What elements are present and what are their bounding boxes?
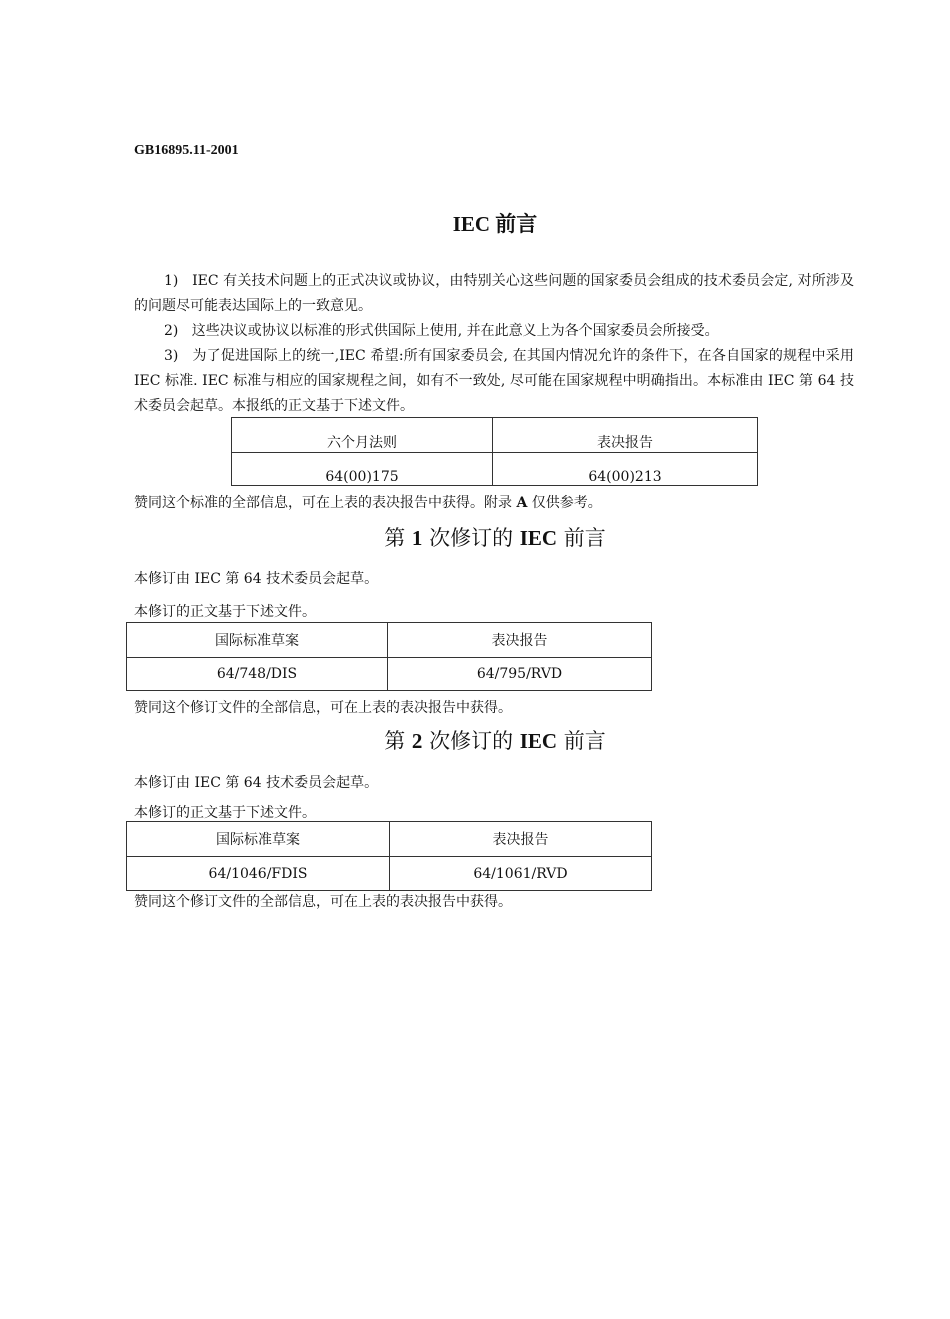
title-iec: IEC bbox=[519, 729, 558, 753]
table-header-row bbox=[127, 623, 652, 658]
foreword-item-3 bbox=[134, 344, 854, 419]
table-header-row bbox=[127, 822, 652, 857]
title-part: 前言 bbox=[557, 526, 606, 550]
item-number: 2) bbox=[164, 323, 179, 339]
note-text-end: 仅供参考。 bbox=[527, 495, 602, 511]
table-row bbox=[232, 453, 758, 486]
item-text: IEC 有关技术问题上的正式决议或协议，由特别关心这些问题的国家委员会组成的技术委员会定, 对所涉及的问题尽可能表达国际上的一致意见。 bbox=[134, 273, 855, 314]
amendment1-drafted: 本修订由 IEC 第 64 技术委员会起草。 bbox=[134, 571, 379, 587]
table-header-cell: 国际标准草案 bbox=[127, 822, 390, 857]
title-part: 次修订的 bbox=[422, 729, 520, 753]
amendment2-title bbox=[0, 725, 950, 755]
amendment-number: 1 bbox=[411, 526, 423, 550]
amendment2-document-table bbox=[126, 821, 652, 891]
document-code: GB16895.11-2001 bbox=[134, 143, 239, 158]
table-header-cell: 表决报告 bbox=[390, 822, 652, 857]
item-text: 这些决议或协议以标准的形式供国际上使用, 并在此意义上为各个国家委员会所接受。 bbox=[191, 323, 719, 339]
amendment1-title bbox=[0, 522, 950, 552]
amendment2-based: 本修订的正文基于下述文件。 bbox=[134, 805, 316, 821]
item-number: 3) bbox=[164, 348, 179, 364]
foreword-note bbox=[134, 493, 602, 513]
table-header-cell: 表决报告 bbox=[388, 623, 652, 658]
amendment2-note: 赞同这个修订文件的全部信息，可在上表的表决报告中获得。 bbox=[134, 894, 512, 910]
amendment1-document-table bbox=[126, 622, 652, 691]
title-part: 第 bbox=[384, 729, 412, 753]
table-header-cell: 国际标准草案 bbox=[127, 623, 388, 658]
table-cell: 64/1061/RVD bbox=[390, 857, 652, 891]
table-cell: 64(00)213 bbox=[493, 453, 758, 486]
foreword-title-text: IEC 前言 bbox=[452, 212, 538, 236]
table-header-cell: 六个月法则 bbox=[232, 418, 493, 453]
table-cell: 64/1046/FDIS bbox=[127, 857, 390, 891]
foreword-item-1 bbox=[134, 269, 854, 319]
table-row bbox=[127, 857, 652, 891]
title-part: 次修订的 bbox=[422, 526, 520, 550]
title-part: 第 bbox=[384, 526, 412, 550]
foreword-item-2 bbox=[134, 319, 854, 344]
item-number: 1) bbox=[164, 273, 179, 289]
table-cell: 64(00)175 bbox=[232, 453, 493, 486]
table-header-row bbox=[232, 418, 758, 453]
foreword-document-table bbox=[231, 417, 758, 486]
title-part: 前言 bbox=[557, 729, 606, 753]
foreword-title bbox=[0, 208, 950, 238]
table-header-cell: 表决报告 bbox=[493, 418, 758, 453]
amendment2-drafted: 本修订由 IEC 第 64 技术委员会起草。 bbox=[134, 775, 379, 791]
amendment-number: 2 bbox=[411, 729, 423, 753]
item-text: 为了促进国际上的统一,IEC 希望:所有国家委员会, 在其国内情况允许的条件下，在各自国家的规程中采用 IEC 标准. IEC 标准与相应的国家规程之间，如有不一致处, 尽可能在国家规程中明确指出。本标准由 IEC 第 64 技术委员会起草。本报纸的正文基于下述文件。 bbox=[134, 348, 854, 414]
title-iec: IEC bbox=[519, 526, 558, 550]
table-cell: 64/795/RVD bbox=[388, 658, 652, 691]
note-text: 赞同这个标准的全部信息，可在上表的表决报告中获得。附录 bbox=[134, 495, 517, 511]
table-row bbox=[127, 658, 652, 691]
amendment1-note: 赞同这个修订文件的全部信息，可在上表的表决报告中获得。 bbox=[134, 700, 512, 716]
appendix-letter: A bbox=[516, 495, 528, 511]
amendment1-based: 本修订的正文基于下述文件。 bbox=[134, 604, 316, 620]
table-cell: 64/748/DIS bbox=[127, 658, 388, 691]
